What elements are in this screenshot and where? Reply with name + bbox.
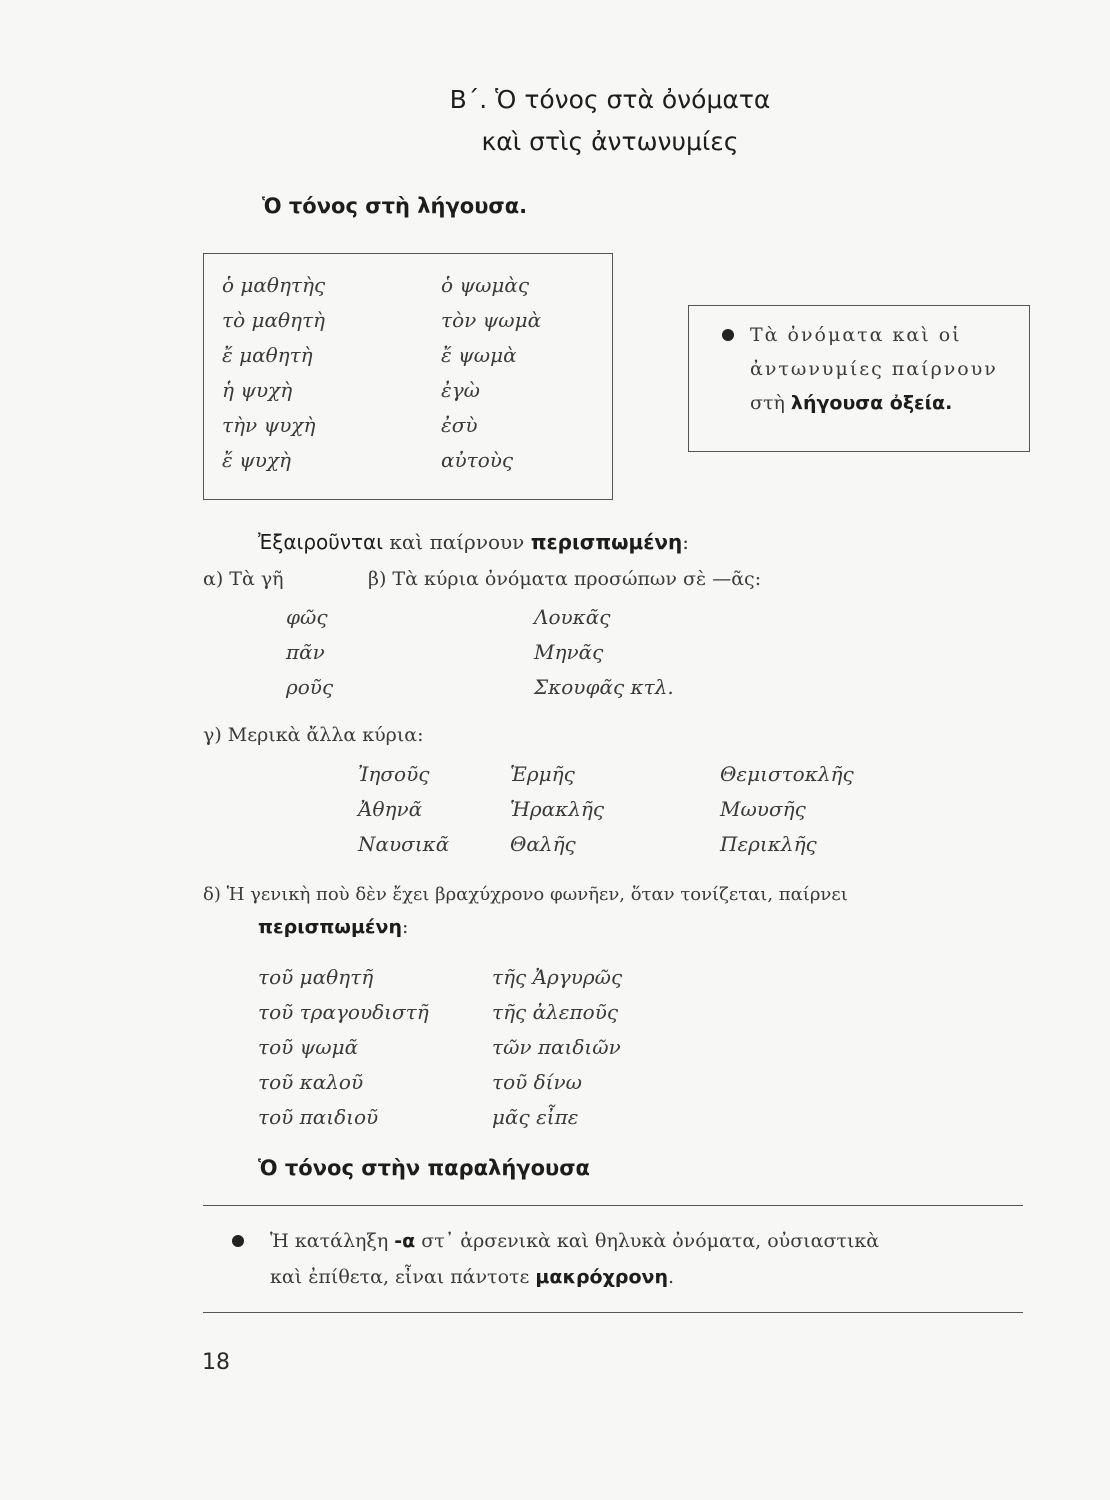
exceptions-colon: : xyxy=(682,530,690,554)
exception-c-col1 xyxy=(358,757,449,862)
exceptions-bold: περισπωμένη xyxy=(530,530,683,554)
list-item: τῆς Ἀργυρῶς xyxy=(492,965,623,989)
exceptions-word: Ἐξαιροῦνται xyxy=(258,530,383,554)
exception-a-list xyxy=(286,600,333,705)
exception-d-bold: περισπωμένη xyxy=(258,916,402,938)
table-cell: ἡ ψυχὴ xyxy=(222,378,293,402)
list-item: Λουκᾶς xyxy=(534,605,611,629)
table-column-1 xyxy=(222,268,325,478)
rule-line: Τὰ ὀνόματα καὶ οἱ xyxy=(750,324,962,346)
page-title-line2: καὶ στὶς ἀντωνυμίες xyxy=(481,127,739,156)
list-item: Θαλῆς xyxy=(510,832,576,856)
rule-line-bold: λήγουσα ὀξεία. xyxy=(790,392,953,414)
exception-d-continuation xyxy=(258,916,408,938)
rule-line-prefix: καὶ ἐπίθετα, εἶναι πάντοτε xyxy=(270,1266,530,1288)
exceptions-intro xyxy=(258,530,689,554)
bullet-icon xyxy=(232,1235,244,1247)
list-item: Σκουφᾶς κτλ. xyxy=(534,675,674,699)
exception-c-col3 xyxy=(720,757,854,862)
list-item: πᾶν xyxy=(286,640,325,664)
list-item: τοῦ παιδιοῦ xyxy=(258,1105,379,1129)
page-number: 18 xyxy=(202,1350,230,1375)
list-item: Θεμιστοκλῆς xyxy=(720,762,854,786)
table-cell: ἔ ψυχὴ xyxy=(222,448,292,472)
table-cell: τὸ μαθητὴ xyxy=(222,308,326,332)
table-cell: ἔ ψωμὰ xyxy=(441,343,517,367)
list-item: τῶν παιδιῶν xyxy=(492,1035,621,1059)
table-cell: ὁ ψωμὰς xyxy=(441,273,530,297)
list-item: φῶς xyxy=(286,605,328,629)
section-heading-paraligousa: Ὁ τόνος στὴν παραλήγουσα xyxy=(258,1156,590,1180)
table-cell: ὁ μαθητὴς xyxy=(222,273,326,297)
list-item: τοῦ ψωμᾶ xyxy=(258,1035,359,1059)
list-item: Ἀθηνᾶ xyxy=(358,797,423,821)
exception-b-label: β) Τὰ κύρια ὀνόματα προσώπων σὲ —ᾶς: xyxy=(368,568,762,590)
rule-line-bold: μακρόχρονη xyxy=(535,1266,668,1288)
list-item: Ἡρακλῆς xyxy=(510,797,605,821)
bullet-icon xyxy=(722,329,734,341)
exception-d-col1 xyxy=(258,960,429,1135)
rule-line-prefix: Ἡ κατάληξη xyxy=(270,1230,389,1252)
rule-line-end: . xyxy=(668,1266,675,1288)
section-heading-ligousa: Ὁ τόνος στὴ λήγουσα. xyxy=(262,194,528,218)
exception-b-list xyxy=(534,600,674,705)
table-cell: ἐγὼ xyxy=(441,378,480,402)
table-cell: ἐσὺ xyxy=(441,413,478,437)
exception-c-col2 xyxy=(510,757,604,862)
rule-makrochroni xyxy=(232,1223,879,1295)
table-cell: αὐτοὺς xyxy=(441,448,514,472)
exception-d-col2 xyxy=(492,960,622,1135)
list-item: Ναυσικᾶ xyxy=(358,832,450,856)
list-item: Ἑρμῆς xyxy=(510,762,575,786)
list-item: μᾶς εἶπε xyxy=(492,1105,579,1129)
rule-line-prefix: στὴ xyxy=(750,392,785,414)
list-item: τῆς ἀλεποῦς xyxy=(492,1000,619,1024)
list-item: Περικλῆς xyxy=(720,832,817,856)
table-cell: τὸν ψωμὰ xyxy=(441,308,542,332)
list-item: τοῦ καλοῦ xyxy=(258,1070,364,1094)
rule-line-bold: -α xyxy=(394,1230,416,1252)
table-cell: ἔ μαθητὴ xyxy=(222,343,313,367)
table-column-2 xyxy=(441,268,541,478)
list-item: τοῦ δίνω xyxy=(492,1070,582,1094)
page-title-line1: Β΄. Ὁ τόνος στὰ ὀνόματα xyxy=(449,85,771,114)
rule-oxeia xyxy=(722,318,998,420)
exception-c-label: γ) Μερικὰ ἄλλα κύρια: xyxy=(203,724,424,746)
list-item: Ἰησοῦς xyxy=(358,762,430,786)
rule-line-rest: στ᾽ ἀρσενικὰ καὶ θηλυκὰ ὀνόματα, οὐσιαστικὰ xyxy=(421,1230,880,1252)
list-item: Μωυσῆς xyxy=(720,797,806,821)
exception-a-label: α) Τὰ γῆ xyxy=(203,568,284,590)
list-item: τοῦ μαθητῆ xyxy=(258,965,374,989)
list-item: Μηνᾶς xyxy=(534,640,604,664)
list-item: τοῦ τραγουδιστῆ xyxy=(258,1000,429,1024)
table-cell: τὴν ψυχὴ xyxy=(222,413,316,437)
rule-line: ἀντωνυμίες παίρνουν xyxy=(750,358,998,380)
exception-d-colon: : xyxy=(401,916,409,938)
exception-d-label: δ) Ἡ γενικὴ ποὺ δὲν ἔχει βραχύχρονο φωνῆεν, ὅταν τονίζεται, παίρνει xyxy=(203,884,848,905)
list-item: ροῦς xyxy=(286,675,334,699)
exceptions-mid: καὶ παίρνουν xyxy=(389,530,525,554)
